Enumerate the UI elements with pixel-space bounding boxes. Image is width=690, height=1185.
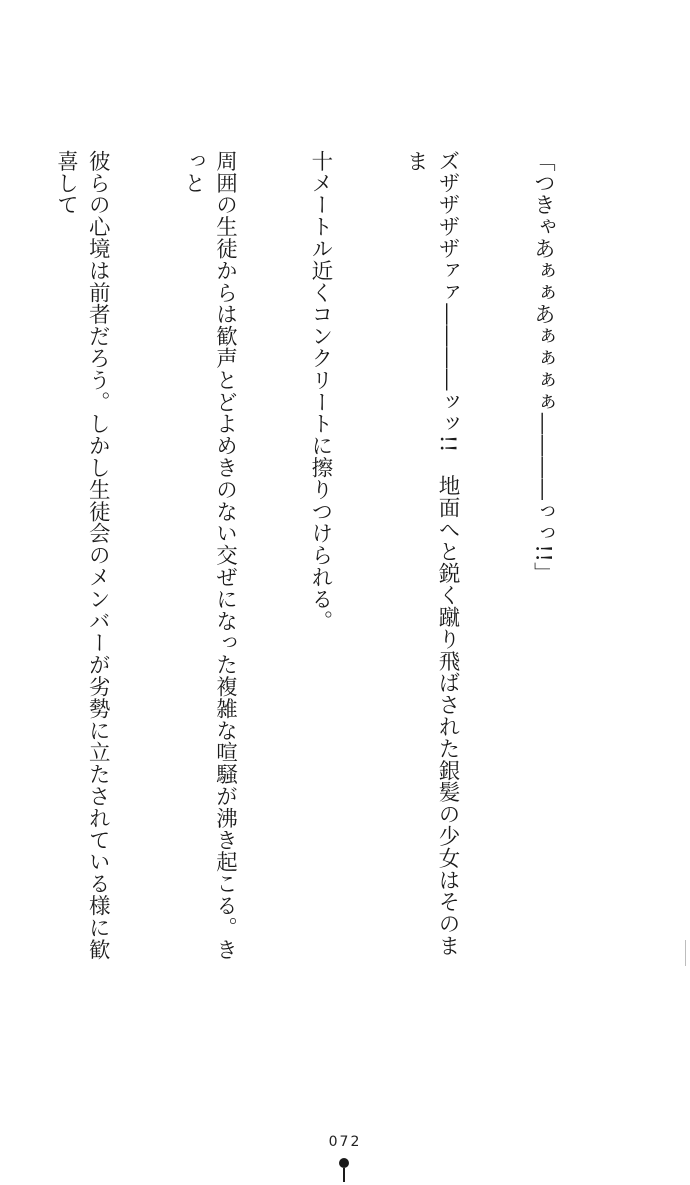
text-line: 周囲の生徒からは歓声とどよめきのない交ぜになった複雑な喧騒が沸き起こる。きっと — [180, 150, 238, 961]
page-marker-dot-icon — [339, 1158, 349, 1168]
text-line: ズザザザザァァ――――ッッ!! 地面へと鋭く蹴り飛ばされた銀髪の少女はそのまま — [403, 150, 461, 957]
vertical-text-block — [53, 150, 622, 970]
page-number: 072 — [328, 1134, 362, 1150]
page-marker-stem — [343, 1168, 345, 1182]
text-line: 十メートル近くコンクリートに擦りつけられる。 — [307, 150, 333, 632]
text-line: 彼らの心境は前者だろう。しかし生徒会のメンバーが劣勢に立たされている様に歓喜して — [53, 150, 111, 961]
page-edge-mark — [685, 940, 686, 966]
text-line: 「つきゃあぁぁあぁぁぁぁ――――っっ!!」 — [530, 150, 556, 585]
